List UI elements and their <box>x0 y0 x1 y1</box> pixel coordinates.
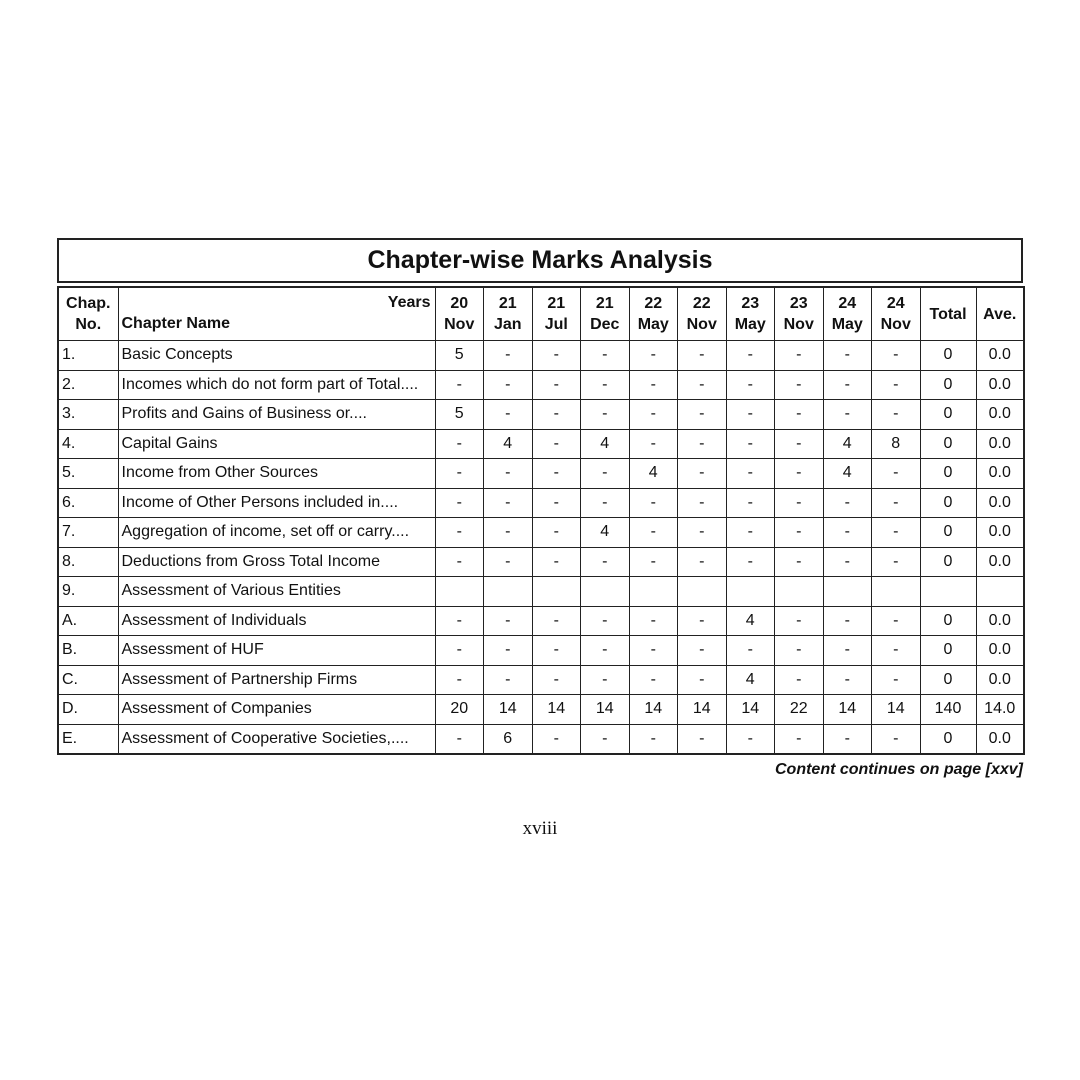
marks-cell: - <box>435 724 484 754</box>
marks-cell: 14 <box>872 695 921 725</box>
marks-cell: - <box>581 370 630 400</box>
marks-cell: - <box>823 547 872 577</box>
marks-cell: 14 <box>823 695 872 725</box>
header-year-column: 21 Dec <box>581 287 630 341</box>
marks-cell: - <box>678 459 727 489</box>
marks-cell: - <box>435 459 484 489</box>
marks-cell: 14 <box>629 695 678 725</box>
marks-cell: - <box>435 606 484 636</box>
header-year-column: 22 May <box>629 287 678 341</box>
marks-cell <box>823 577 872 607</box>
total-cell: 0 <box>920 636 976 666</box>
marks-cell <box>678 577 727 607</box>
marks-cell: - <box>532 400 581 430</box>
marks-cell: - <box>726 547 775 577</box>
average-cell: 0.0 <box>976 518 1024 548</box>
chapter-number: C. <box>58 665 118 695</box>
table-row <box>58 370 1024 400</box>
marks-cell: - <box>726 429 775 459</box>
marks-cell: - <box>775 665 824 695</box>
marks-cell: - <box>872 547 921 577</box>
total-cell: 0 <box>920 370 976 400</box>
table-row <box>58 547 1024 577</box>
marks-cell: - <box>581 341 630 371</box>
marks-cell: - <box>629 370 678 400</box>
chapter-number: E. <box>58 724 118 754</box>
marks-cell: - <box>532 459 581 489</box>
table-row <box>58 341 1024 371</box>
marks-cell <box>532 577 581 607</box>
chapter-number: 5. <box>58 459 118 489</box>
marks-cell: - <box>726 400 775 430</box>
header-year-column: 20 Nov <box>435 287 484 341</box>
marks-cell: - <box>872 488 921 518</box>
header-year-column: 21 Jul <box>532 287 581 341</box>
marks-cell: - <box>532 370 581 400</box>
marks-cell: - <box>678 636 727 666</box>
marks-cell: 4 <box>726 665 775 695</box>
total-cell: 0 <box>920 459 976 489</box>
total-cell: 0 <box>920 400 976 430</box>
marks-cell: - <box>484 636 533 666</box>
marks-cell: - <box>775 488 824 518</box>
chapter-name: Basic Concepts <box>118 341 435 371</box>
marks-cell: - <box>532 665 581 695</box>
marks-cell: - <box>435 665 484 695</box>
marks-cell: - <box>629 429 678 459</box>
marks-cell: - <box>581 400 630 430</box>
chapter-number: 2. <box>58 370 118 400</box>
marks-cell: - <box>532 724 581 754</box>
marks-cell <box>872 577 921 607</box>
marks-cell: - <box>581 459 630 489</box>
marks-cell: - <box>532 606 581 636</box>
marks-cell: - <box>823 636 872 666</box>
chapter-name: Assessment of HUF <box>118 636 435 666</box>
header-total: Total <box>920 287 976 341</box>
marks-cell: - <box>726 724 775 754</box>
marks-cell: - <box>823 518 872 548</box>
continuation-note: Content continues on page [xxv] <box>774 761 1023 778</box>
chapter-name: Assessment of Individuals <box>118 606 435 636</box>
chapter-number: 9. <box>58 577 118 607</box>
marks-cell: 20 <box>435 695 484 725</box>
marks-cell: - <box>484 370 533 400</box>
marks-analysis-table <box>57 286 1025 755</box>
marks-cell: - <box>678 400 727 430</box>
page-number: xviii <box>522 818 558 839</box>
total-cell: 0 <box>920 429 976 459</box>
marks-cell: 4 <box>823 459 872 489</box>
table-row <box>58 606 1024 636</box>
marks-cell: - <box>484 547 533 577</box>
marks-cell: - <box>629 341 678 371</box>
average-cell: 0.0 <box>976 724 1024 754</box>
marks-cell: - <box>581 488 630 518</box>
marks-cell: - <box>629 488 678 518</box>
average-cell: 0.0 <box>976 636 1024 666</box>
marks-cell: - <box>435 518 484 548</box>
marks-cell: - <box>435 370 484 400</box>
marks-cell: - <box>581 547 630 577</box>
average-cell: 0.0 <box>976 606 1024 636</box>
chapter-name: Income from Other Sources <box>118 459 435 489</box>
marks-cell: - <box>581 665 630 695</box>
marks-cell: - <box>484 518 533 548</box>
marks-cell: - <box>872 341 921 371</box>
marks-cell: - <box>726 370 775 400</box>
marks-cell: - <box>484 459 533 489</box>
table-header <box>58 287 1024 341</box>
marks-cell: - <box>872 370 921 400</box>
marks-cell: - <box>435 429 484 459</box>
marks-cell: - <box>678 606 727 636</box>
chapter-name: Assessment of Various Entities <box>118 577 435 607</box>
marks-cell: - <box>484 606 533 636</box>
marks-cell: - <box>775 370 824 400</box>
chapter-number: 6. <box>58 488 118 518</box>
marks-cell: - <box>775 518 824 548</box>
marks-cell: - <box>775 636 824 666</box>
total-cell: 0 <box>920 606 976 636</box>
header-years-label: Years <box>387 294 431 311</box>
marks-cell: - <box>678 429 727 459</box>
table-row <box>58 577 1024 607</box>
marks-cell: 14 <box>678 695 727 725</box>
average-cell: 0.0 <box>976 341 1024 371</box>
marks-cell: 14 <box>726 695 775 725</box>
marks-cell <box>629 577 678 607</box>
average-cell: 0.0 <box>976 665 1024 695</box>
total-cell: 0 <box>920 665 976 695</box>
marks-cell: - <box>581 636 630 666</box>
chapter-number: 7. <box>58 518 118 548</box>
marks-cell: - <box>775 606 824 636</box>
chapter-name: Aggregation of income, set off or carry.... <box>118 518 435 548</box>
total-cell: 0 <box>920 341 976 371</box>
chapter-number: 1. <box>58 341 118 371</box>
marks-cell: 4 <box>629 459 678 489</box>
marks-cell: 8 <box>872 429 921 459</box>
header-chapter-name-label: Chapter Name <box>121 315 230 332</box>
marks-cell: 4 <box>581 518 630 548</box>
average-cell: 0.0 <box>976 429 1024 459</box>
table-row <box>58 724 1024 754</box>
marks-cell: - <box>726 341 775 371</box>
marks-cell: - <box>532 341 581 371</box>
marks-cell: - <box>823 488 872 518</box>
header-average: Ave. <box>976 287 1024 341</box>
marks-cell: - <box>726 459 775 489</box>
marks-cell: - <box>872 665 921 695</box>
total-cell: 0 <box>920 518 976 548</box>
marks-cell: 6 <box>484 724 533 754</box>
average-cell: 0.0 <box>976 400 1024 430</box>
marks-cell: - <box>726 518 775 548</box>
marks-cell: - <box>678 665 727 695</box>
average-cell: 0.0 <box>976 488 1024 518</box>
marks-cell: - <box>872 400 921 430</box>
marks-cell: 14 <box>581 695 630 725</box>
table-row <box>58 636 1024 666</box>
table-row <box>58 400 1024 430</box>
marks-cell: 14 <box>532 695 581 725</box>
chapter-name: Assessment of Companies <box>118 695 435 725</box>
marks-cell: - <box>775 459 824 489</box>
marks-cell: - <box>532 547 581 577</box>
table-row <box>58 429 1024 459</box>
marks-cell: - <box>775 724 824 754</box>
average-cell: 0.0 <box>976 459 1024 489</box>
marks-cell: - <box>629 606 678 636</box>
header-chapter-name <box>118 287 435 341</box>
average-cell: 0.0 <box>976 370 1024 400</box>
marks-cell: - <box>872 459 921 489</box>
marks-cell: 14 <box>484 695 533 725</box>
table-row <box>58 695 1024 725</box>
marks-cell: - <box>629 724 678 754</box>
marks-cell <box>581 577 630 607</box>
marks-cell: - <box>823 370 872 400</box>
header-year-column: 24 Nov <box>872 287 921 341</box>
marks-cell <box>775 577 824 607</box>
marks-cell: - <box>532 429 581 459</box>
marks-cell: - <box>532 488 581 518</box>
marks-cell: - <box>678 724 727 754</box>
marks-cell: - <box>872 518 921 548</box>
marks-cell: - <box>775 400 824 430</box>
marks-cell: - <box>435 547 484 577</box>
chapter-name: Assessment of Partnership Firms <box>118 665 435 695</box>
table-body <box>58 341 1024 755</box>
marks-cell: - <box>532 636 581 666</box>
table-row <box>58 459 1024 489</box>
total-cell: 0 <box>920 488 976 518</box>
marks-cell: 5 <box>435 341 484 371</box>
total-cell: 140 <box>920 695 976 725</box>
marks-cell: - <box>823 341 872 371</box>
average-cell: 0.0 <box>976 547 1024 577</box>
marks-cell: - <box>678 518 727 548</box>
marks-cell: 4 <box>581 429 630 459</box>
marks-cell: - <box>629 547 678 577</box>
marks-cell: - <box>532 518 581 548</box>
chapter-name: Income of Other Persons included in.... <box>118 488 435 518</box>
marks-analysis-table-wrap <box>57 238 1023 755</box>
marks-cell: - <box>872 636 921 666</box>
chapter-name: Profits and Gains of Business or.... <box>118 400 435 430</box>
table-row <box>58 488 1024 518</box>
marks-cell: - <box>823 665 872 695</box>
marks-cell: - <box>775 429 824 459</box>
marks-cell: - <box>678 488 727 518</box>
marks-cell: - <box>629 636 678 666</box>
marks-cell: - <box>872 606 921 636</box>
chapter-number: D. <box>58 695 118 725</box>
total-cell: 0 <box>920 547 976 577</box>
average-cell <box>976 577 1024 607</box>
header-chap-no: Chap. No. <box>58 287 118 341</box>
marks-cell: - <box>484 341 533 371</box>
chapter-number: A. <box>58 606 118 636</box>
table-title: Chapter-wise Marks Analysis <box>57 238 1023 283</box>
marks-cell: 4 <box>823 429 872 459</box>
marks-cell: - <box>775 547 824 577</box>
header-year-column: 22 Nov <box>678 287 727 341</box>
marks-cell: - <box>872 724 921 754</box>
marks-cell: - <box>726 636 775 666</box>
marks-cell: - <box>435 636 484 666</box>
marks-cell: 4 <box>484 429 533 459</box>
marks-cell <box>484 577 533 607</box>
marks-cell: 5 <box>435 400 484 430</box>
marks-cell: - <box>435 488 484 518</box>
marks-cell <box>435 577 484 607</box>
chapter-number: 3. <box>58 400 118 430</box>
marks-cell: 4 <box>726 606 775 636</box>
marks-cell: - <box>678 341 727 371</box>
header-year-column: 24 May <box>823 287 872 341</box>
header-year-column: 23 May <box>726 287 775 341</box>
marks-cell <box>726 577 775 607</box>
marks-cell: 22 <box>775 695 824 725</box>
marks-cell: - <box>629 400 678 430</box>
marks-cell: - <box>726 488 775 518</box>
marks-cell: - <box>629 665 678 695</box>
marks-cell: - <box>484 665 533 695</box>
marks-cell: - <box>823 724 872 754</box>
marks-cell: - <box>775 341 824 371</box>
average-cell: 14.0 <box>976 695 1024 725</box>
total-cell <box>920 577 976 607</box>
marks-cell: - <box>484 488 533 518</box>
marks-cell: - <box>678 547 727 577</box>
table-row <box>58 518 1024 548</box>
marks-cell: - <box>581 724 630 754</box>
chapter-number: 4. <box>58 429 118 459</box>
table-row <box>58 665 1024 695</box>
marks-cell: - <box>678 370 727 400</box>
header-year-column: 23 Nov <box>775 287 824 341</box>
marks-cell: - <box>629 518 678 548</box>
chapter-name: Deductions from Gross Total Income <box>118 547 435 577</box>
chapter-name: Assessment of Cooperative Societies,.... <box>118 724 435 754</box>
chapter-number: 8. <box>58 547 118 577</box>
header-year-column: 21 Jan <box>484 287 533 341</box>
marks-cell: - <box>581 606 630 636</box>
marks-cell: - <box>823 400 872 430</box>
marks-cell: - <box>823 606 872 636</box>
chapter-name: Incomes which do not form part of Total.... <box>118 370 435 400</box>
total-cell: 0 <box>920 724 976 754</box>
marks-cell: - <box>484 400 533 430</box>
chapter-name: Capital Gains <box>118 429 435 459</box>
chapter-number: B. <box>58 636 118 666</box>
